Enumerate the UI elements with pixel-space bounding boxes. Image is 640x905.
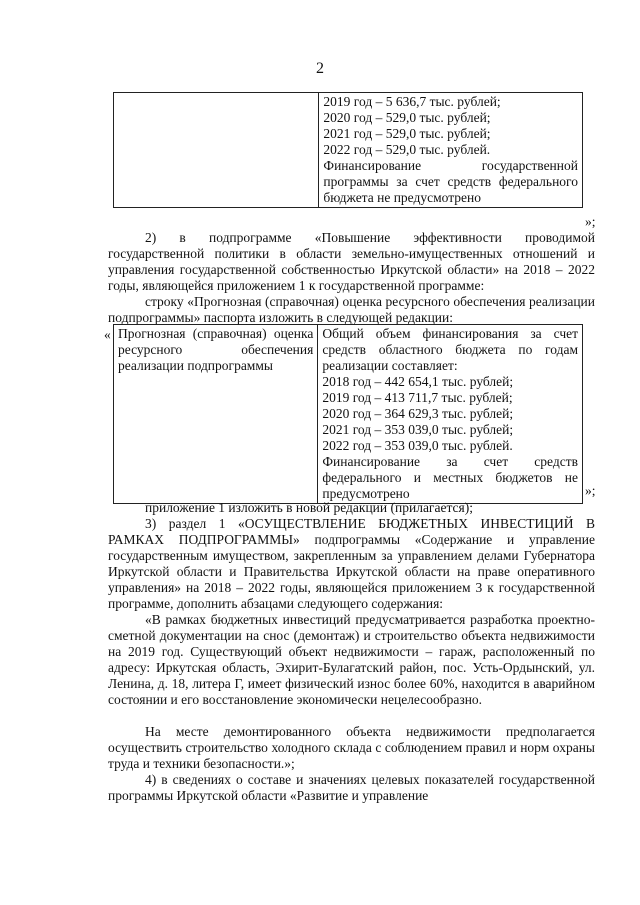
quote-paragraph-1 (108, 612, 595, 708)
table1-year-line: 2020 год – 529,0 тыс. рублей; (323, 110, 491, 125)
table2-intro: Общий объем финансирования за счет средств областного бюджета по годам реализации составляет: (322, 326, 578, 373)
table2-opening-quote: « (104, 327, 111, 342)
table2-year-line: 2018 год – 442 654,1 тыс. рублей; (322, 374, 514, 389)
table1-closing-quote: »; (585, 214, 596, 229)
table2-year-line: 2022 год – 353 039,0 тыс. рублей. (322, 438, 513, 453)
quote-1-text: «В рамках бюджетных инвестиций предусматривается разработка проектно-сметной документации на снос (демонтаж) и строительство объекта недвижимости на 2019 год. Существующий объект недвижимости – гараж, расположенный по адресу: Иркутская область, Эхирит-Булагатский район, пос. Усть-Ордынский, ул. Ленина, д. 18, литера Г, имеет физический износ более 60%, находится в аварийном состоянии и его восстановление экономически нецелесообразно. (108, 612, 595, 707)
table2-row-label: Прогнозная (справочная) оценка ресурсного обеспечения реализации подпрограммы (118, 326, 314, 373)
item-2-text: 2) в подпрограмме «Повышение эффективности проводимой государственной политики в области земельно-имущественных отношений и управления государственной собственностью Иркутской области» на 2018 – 2022 годы, являющейся приложением 1 к государственной программе: (108, 230, 595, 293)
table1-year-line: 2019 год – 5 636,7 тыс. рублей; (323, 94, 501, 109)
row-instruction-text: строку «Прогнозная (справочная) оценка ресурсного обеспечения реализации подпрограммы» паспорта изложить в следующей редакции: (108, 294, 595, 325)
row-instruction-paragraph (108, 294, 595, 326)
item-3-paragraph (108, 516, 595, 612)
quote-paragraph-2 (108, 724, 595, 772)
item-4-paragraph (108, 772, 595, 804)
table1-federal-note: Финансирование государственной программы за счет средств федерального бюджета не предусмотрено (323, 158, 578, 205)
table2-closing-quote: »; (585, 483, 596, 498)
table2-federal-note: Финансирование за счет средств федерального и местных бюджетов не предусмотрено (322, 454, 578, 501)
table2-right-cell (318, 325, 583, 504)
funding-forecast-table (113, 324, 583, 504)
table1-right-cell (319, 93, 583, 208)
page-number: 2 (316, 60, 324, 77)
table1-left-cell (114, 93, 319, 208)
table2-year-line: 2020 год – 364 629,3 тыс. рублей; (322, 406, 514, 421)
appendix-paragraph (108, 500, 595, 516)
table2-year-line: 2021 год – 353 039,0 тыс. рублей; (322, 422, 514, 437)
table1-year-line: 2022 год – 529,0 тыс. рублей. (323, 142, 491, 157)
table2-year-line: 2019 год – 413 711,7 тыс. рублей; (322, 390, 513, 405)
table2-left-cell (114, 325, 318, 504)
item-2-paragraph (108, 230, 595, 294)
item-4-text: 4) в сведениях о составе и значениях целевых показателей государственной программы Иркутской области «Развитие и управление (108, 772, 595, 803)
table1-year-line: 2021 год – 529,0 тыс. рублей; (323, 126, 491, 141)
appendix-text: приложение 1 изложить в новой редакции (прилагается); (145, 500, 473, 515)
funding-table-continued (113, 92, 583, 208)
quote-2-text: На месте демонтированного объекта недвижимости предполагается осуществить строительство холодного склада с соблюдением правил и норм охраны труда и техники безопасности.»; (108, 724, 595, 771)
item-3-text: 3) раздел 1 «ОСУЩЕСТВЛЕНИЕ БЮДЖЕТНЫХ ИНВЕСТИЦИЙ В РАМКАХ ПОДПРОГРАММЫ» подпрограммы «Содержание и управление государственным имуществом, закрепленным за управлением делами Губернатора Иркутской области и Правительства Иркутской области на праве оперативного управления» на 2018 – 2022 годы, являющейся приложением 3 к государственной программе, дополнить абзацами следующего содержания: (108, 516, 595, 611)
